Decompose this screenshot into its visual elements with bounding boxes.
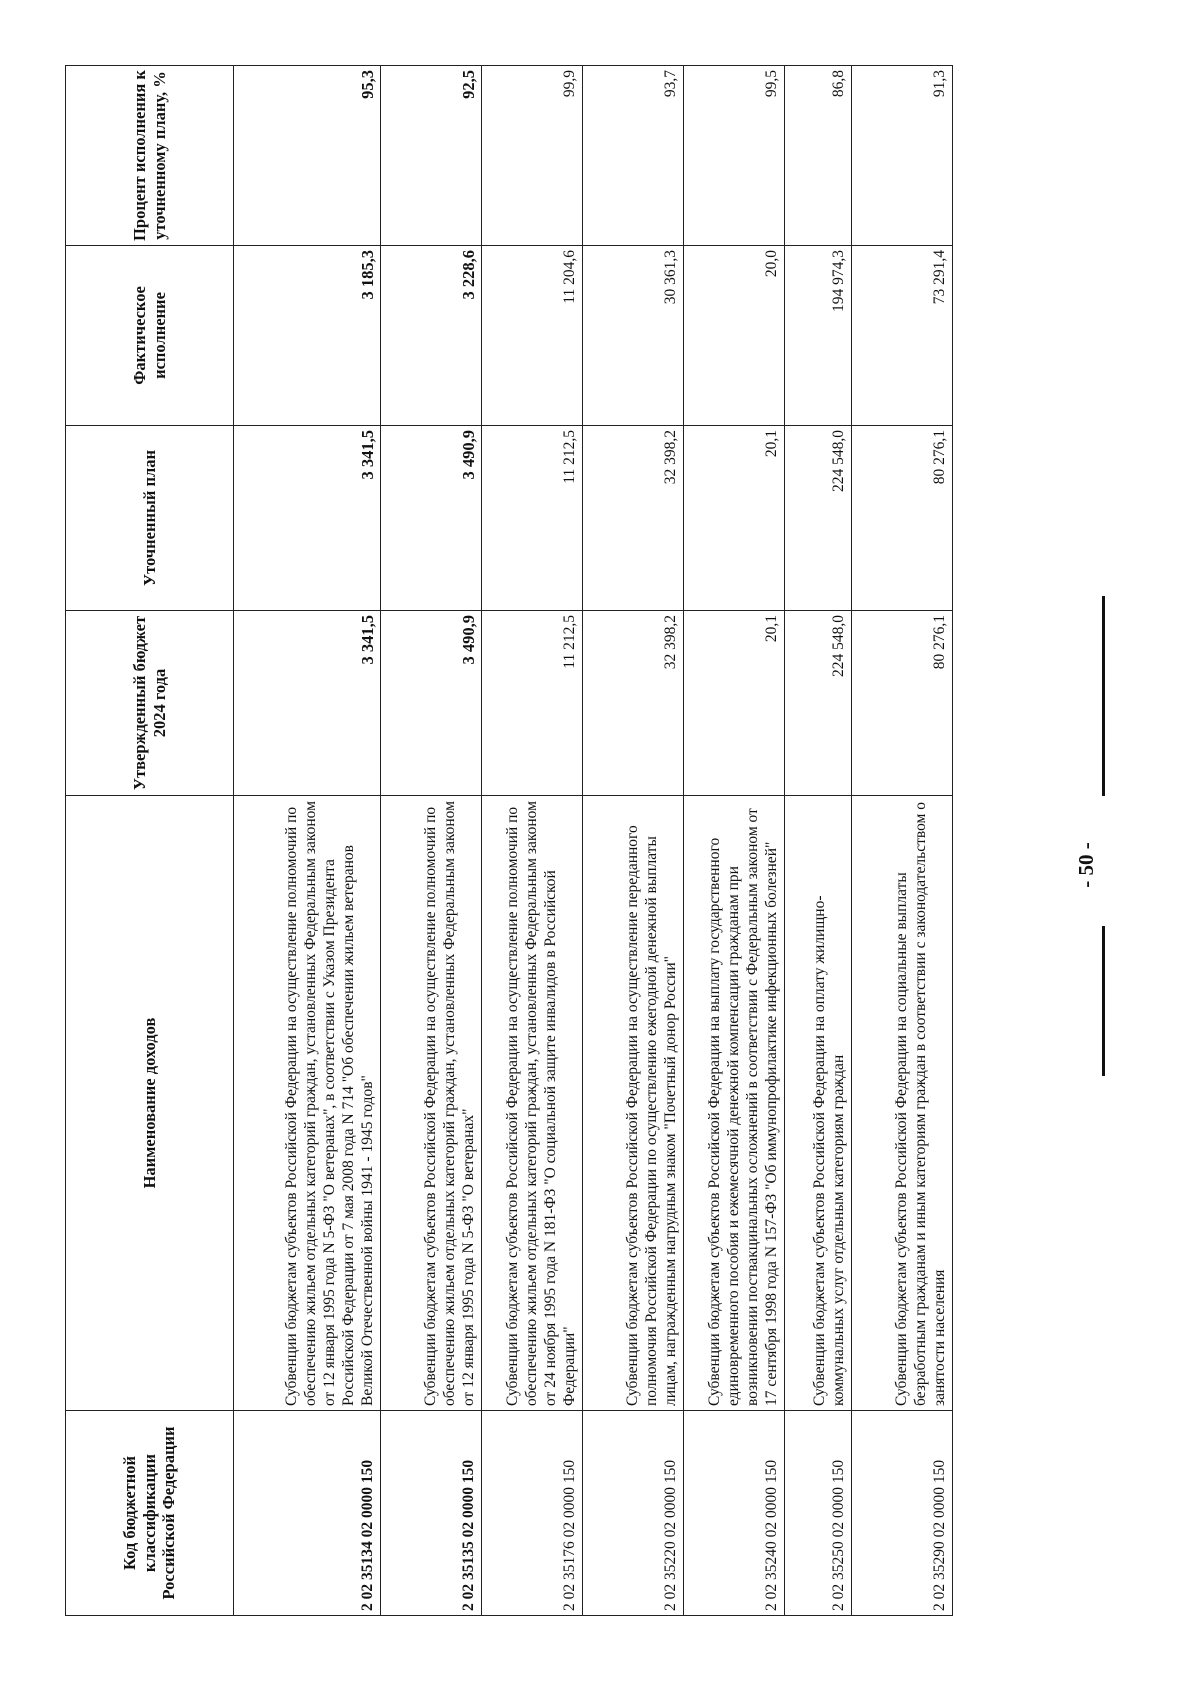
cell-percent: 99,5 (684, 66, 785, 246)
cell-approved: 224 548,0 (785, 611, 852, 796)
cell-actual: 194 974,3 (785, 246, 852, 426)
cell-approved: 11 212,5 (482, 611, 583, 796)
table-row (381, 66, 482, 1616)
cell-name: Субвенции бюджетам субъектов Российской Федерации на оплату жилищно-коммунальных услуг отдельным категориям граждан (785, 796, 852, 1411)
cell-revised: 20,1 (684, 426, 785, 611)
cell-revised: 3 341,5 (234, 426, 381, 611)
cell-revised: 3 490,9 (381, 426, 482, 611)
cell-percent: 95,3 (234, 66, 381, 246)
cell-percent: 91,3 (852, 66, 953, 246)
cell-actual: 30 361,3 (583, 246, 684, 426)
header-approved-budget: Утвержденный бюджет 2024 года (66, 611, 234, 796)
header-revised-plan: Уточненный план (66, 426, 234, 611)
header-execution-percent: Процент исполнения к уточненному плану, % (66, 66, 234, 246)
cell-code: 2 02 35176 02 0000 150 (482, 1411, 583, 1616)
table-row (684, 66, 785, 1616)
cell-code: 2 02 35135 02 0000 150 (381, 1411, 482, 1616)
cell-code: 2 02 35134 02 0000 150 (234, 1411, 381, 1616)
cell-actual: 3 185,3 (234, 246, 381, 426)
cell-name: Субвенции бюджетам субъектов Российской Федерации на осуществление полномочий по обеспечению жильем отдельных категорий граждан, установленных Федеральным законом от 24 ноября 1995 года N 181-ФЗ "О социальной защите инвалидов в Российской Федерации" (482, 796, 583, 1411)
cell-revised: 11 212,5 (482, 426, 583, 611)
cell-code: 2 02 35250 02 0000 150 (785, 1411, 852, 1616)
cell-approved: 80 276,1 (852, 611, 953, 796)
cell-approved: 32 398,2 (583, 611, 684, 796)
cell-actual: 11 204,6 (482, 246, 583, 426)
cell-revised: 32 398,2 (583, 426, 684, 611)
cell-revised: 224 548,0 (785, 426, 852, 611)
cell-approved: 3 341,5 (234, 611, 381, 796)
cell-code: 2 02 35240 02 0000 150 (684, 1411, 785, 1616)
table-row (482, 66, 583, 1616)
table-row (583, 66, 684, 1616)
cell-percent: 99,9 (482, 66, 583, 246)
cell-actual: 3 228,6 (381, 246, 482, 426)
cell-actual: 73 291,4 (852, 246, 953, 426)
cell-name: Субвенции бюджетам субъектов Российской Федерации на осуществление полномочий по обеспечению жильем отдельных категорий граждан, установленных Федеральным законом от 12 января 1995 года N 5-ФЗ "О ветеранах", в соответствии с Указом Президента Российской Федерации от 7 мая 2008 года N 714 "Об обеспечении жильем ветеранов Великой Отечественной войны 1941 - 1945 годов" (234, 796, 381, 1411)
cell-name: Субвенции бюджетам субъектов Российской Федерации на выплату государственного единовременного пособия и ежемесячной денежной компенсации гражданам при возникновении поствакцинальных осложнений в соответствии с Федеральным законом от 17 сентября 1998 года N 157-ФЗ "Об иммунопрофилактике инфекционных болезней" (684, 796, 785, 1411)
table-header-row (66, 66, 234, 1616)
cell-percent: 92,5 (381, 66, 482, 246)
table-row (234, 66, 381, 1616)
cell-code: 2 02 35220 02 0000 150 (583, 1411, 684, 1616)
cell-name: Субвенции бюджетам субъектов Российской Федерации на осуществление полномочий по обеспечению жильем отдельных категорий граждан, установленных Федеральным законом от 12 января 1995 года N 5-ФЗ "О ветеранах" (381, 796, 482, 1411)
header-rule-left (1102, 926, 1105, 1076)
cell-code: 2 02 35290 02 0000 150 (852, 1411, 953, 1616)
rotated-table-area (65, 66, 1192, 1616)
header-actual-execution: Фактическое исполнение (66, 246, 234, 426)
cell-name: Субвенции бюджетам субъектов Российской Федерации на социальные выплаты безработным гражданам и иным категориям граждан в соответствии с законодательством о занятости населения (852, 796, 953, 1411)
cell-actual: 20,0 (684, 246, 785, 426)
cell-approved: 20,1 (684, 611, 785, 796)
revenue-table (65, 65, 953, 1616)
cell-approved: 3 490,9 (381, 611, 482, 796)
header-code: Код бюджетной классификации Российской Федерации (66, 1411, 234, 1616)
table-row (852, 66, 953, 1616)
header-name: Наименование доходов (66, 796, 234, 1411)
cell-percent: 86,8 (785, 66, 852, 246)
table-row (785, 66, 852, 1616)
cell-revised: 80 276,1 (852, 426, 953, 611)
header-rule-right (1102, 596, 1105, 796)
cell-name: Субвенции бюджетам субъектов Российской Федерации на осуществление переданного полномочия Российской Федерации по осуществлению ежегодной денежной выплаты лицам, награжденным нагрудным знаком "Почетный донор России" (583, 796, 684, 1411)
cell-percent: 93,7 (583, 66, 684, 246)
page-number: - 50 - (1074, 842, 1098, 888)
